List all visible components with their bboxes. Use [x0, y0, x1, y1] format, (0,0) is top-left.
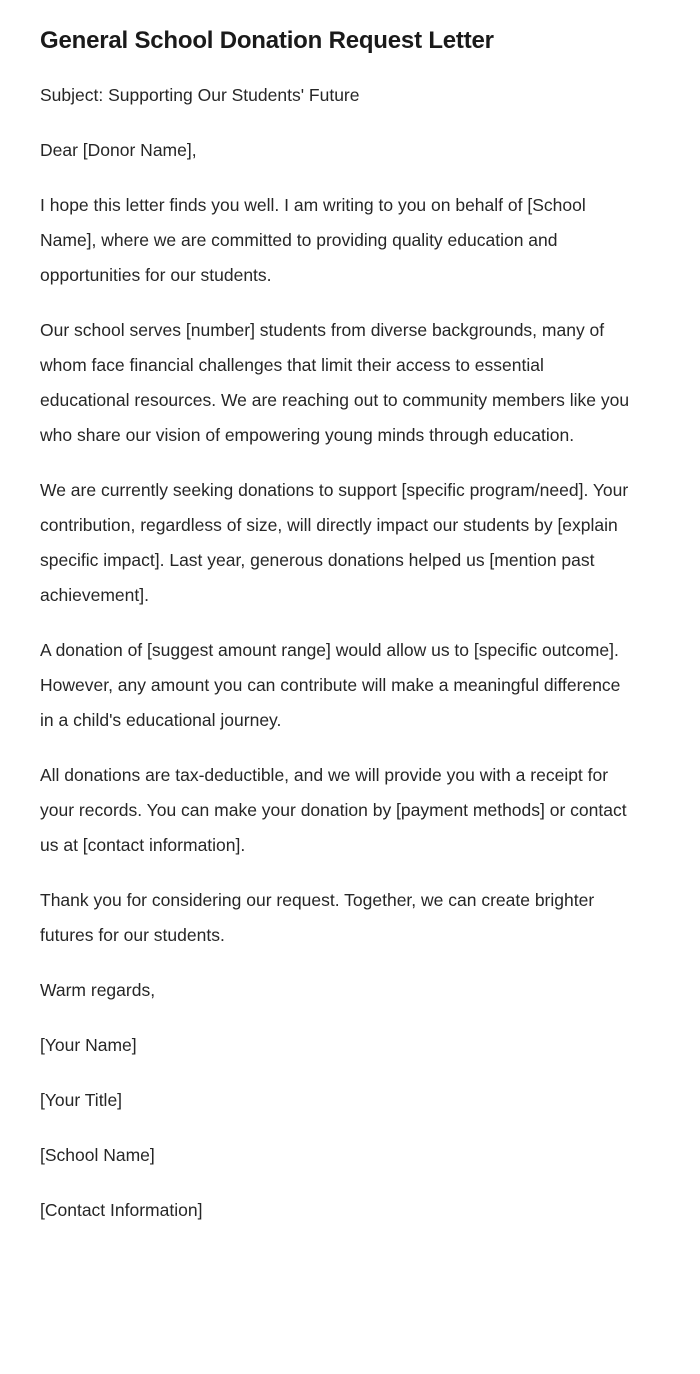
body-paragraph: A donation of [suggest amount range] would allow us to [specific outcome]. However, any amount you can contribute will make a meaningful difference in a child's educational journey.: [40, 640, 621, 730]
page-title: General School Donation Request Letter: [40, 27, 494, 54]
signature-school: [School Name]: [40, 1145, 155, 1165]
body-paragraph: I hope this letter finds you well. I am writing to you on behalf of [School Name], where we are committed to providing quality education and opportunities for our students.: [40, 195, 586, 285]
body-paragraph: Thank you for considering our request. Together, we can create brighter futures for our students.: [40, 890, 595, 945]
salutation: Dear [Donor Name],: [40, 140, 197, 160]
body-paragraph: Our school serves [number] students from diverse backgrounds, many of whom face financial challenges that limit their access to essential educational resources. We are reaching out to community members like you who share our vision of empowering young minds through education.: [40, 320, 630, 445]
signature-contact: [Contact Information]: [40, 1200, 203, 1220]
signature-title: [Your Title]: [40, 1090, 123, 1110]
signature-name: [Your Name]: [40, 1035, 137, 1055]
closing-line: Warm regards,: [40, 980, 156, 1000]
body-paragraph: We are currently seeking donations to support [specific program/need]. Your contribution, regardless of size, will directly impact our students by [explain specific impact]. Last year, generous donations helped us [mention past achievement].: [40, 480, 629, 605]
subject-line: Subject: Supporting Our Students' Future: [40, 85, 360, 105]
body-paragraph: All donations are tax-deductible, and we will provide you with a receipt for your records. You can make your donation by [payment methods] or contact us at [contact information].: [40, 765, 627, 855]
